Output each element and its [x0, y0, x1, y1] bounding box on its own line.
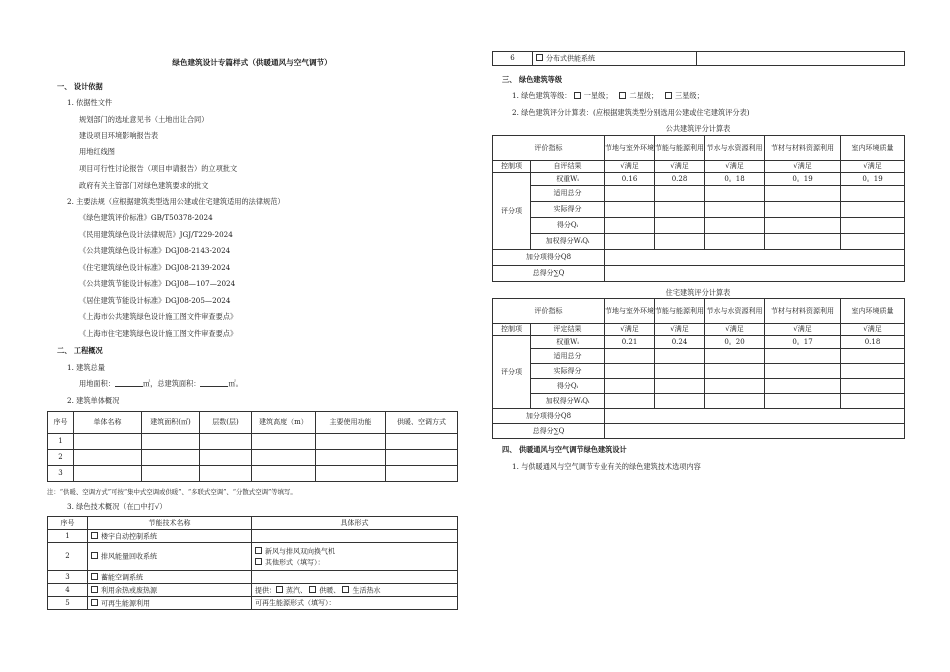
law-item: 《上海市住宅建筑绿色设计施工图文件审查要点》: [79, 329, 238, 338]
row-number: 1: [48, 434, 74, 450]
cell[interactable]: [386, 434, 458, 450]
cell[interactable]: [142, 450, 200, 466]
col-header: 单体名称: [74, 412, 142, 434]
col-header: 主要使用功能: [316, 412, 386, 434]
hvac-item: 1. 与供暖通风与空气调节专业有关的绿色建筑技术选项内容: [512, 462, 701, 471]
row-header: 评分项: [493, 173, 531, 250]
cell: √满足: [841, 161, 905, 173]
law-item: 《公共建筑节能设计标准》DGJ08—107—2024: [79, 279, 236, 288]
subheading-tech: 3. 绿色技术概况（在□中打√）: [67, 502, 167, 511]
checkbox[interactable]: [91, 599, 98, 606]
cell[interactable]: [765, 349, 841, 364]
row-label: 权重Wᵢ: [531, 173, 605, 186]
heat-option: 生活热水: [352, 586, 381, 595]
cell: √满足: [605, 324, 655, 336]
weight-cell: 0.21: [605, 336, 655, 349]
table-row: [493, 364, 905, 379]
row-number: 6: [493, 52, 533, 66]
col-header: 建筑高度（m）: [252, 412, 316, 434]
tech-label: 排风能量回收系统: [101, 552, 157, 561]
cell[interactable]: [200, 450, 252, 466]
cell[interactable]: [765, 364, 841, 379]
weight-cell: 0。17: [765, 336, 841, 349]
cell[interactable]: [200, 466, 252, 482]
row-number: 1: [48, 530, 88, 543]
table-row: [493, 349, 905, 364]
subheading-buildings: 2. 建筑单体概况: [67, 396, 120, 405]
cell[interactable]: [605, 202, 655, 218]
law-item: 《民用建筑绿色设计法律规范》JGJ/T229-2024: [79, 230, 233, 239]
table-row: [48, 450, 458, 466]
cell[interactable]: [841, 202, 905, 218]
row-label: 适用总分: [531, 186, 605, 202]
row-label: 总得分∑Q: [493, 266, 605, 282]
row-label: 自评结果: [531, 161, 605, 173]
cell[interactable]: [605, 234, 655, 250]
weight-cell: 0。20: [705, 336, 765, 349]
cell[interactable]: [316, 434, 386, 450]
residential-table-caption: 住宅建筑评分计算表: [665, 288, 731, 297]
table-row: [493, 379, 905, 394]
row-label: 得分Qᵢ: [531, 218, 605, 234]
weight-cell: 0。19: [841, 173, 905, 186]
row-header: 控制项: [493, 161, 531, 173]
row-number: 5: [48, 597, 88, 610]
cell: √满足: [605, 161, 655, 173]
row-label: 评定结果: [531, 324, 605, 336]
cell[interactable]: [74, 434, 142, 450]
section-heading-hvac: 四、 供暖通风与空气调节绿色建筑设计: [502, 445, 627, 454]
tech-label: 利用余热或废热源: [101, 586, 157, 595]
table-row: [48, 571, 458, 584]
tech-name: [88, 530, 252, 543]
col-header: 节地与室外环境: [605, 136, 655, 161]
tech-label: 可再生能源利用: [101, 599, 150, 608]
cell[interactable]: [655, 202, 705, 218]
cell[interactable]: [705, 394, 765, 409]
weight-cell: 0.28: [655, 173, 705, 186]
heat-option: 供暖、: [319, 586, 341, 595]
tech-table-continued: [492, 51, 905, 66]
table-row: [493, 173, 905, 186]
cell[interactable]: [765, 218, 841, 234]
col-header: 层数(层): [200, 412, 252, 434]
table-row: [493, 336, 905, 349]
cell[interactable]: [605, 364, 655, 379]
checkbox-two-star[interactable]: [619, 92, 626, 99]
row-label: 权重Wᵢ: [531, 336, 605, 349]
section-heading-rating: 三、 绿色建筑等级: [502, 75, 563, 84]
doc-item: 项目可行性讨论报告（项目申请报告）的立项批文: [79, 164, 238, 173]
subheading-docs: 1. 依据性文件: [67, 98, 113, 107]
cell[interactable]: [316, 466, 386, 482]
subheading-laws: 2. 主要法规（应根据建筑类型选用公建或住宅建筑适用的法律规范）: [67, 197, 285, 206]
row-number: 3: [48, 466, 74, 482]
cell[interactable]: [705, 234, 765, 250]
public-table-caption: 公共建筑评分计算表: [665, 124, 731, 133]
tech-label: 分布式供能系统: [546, 54, 595, 63]
cell: √满足: [705, 161, 765, 173]
checkbox[interactable]: [536, 54, 543, 61]
cell[interactable]: [605, 409, 905, 424]
heat-option: 蒸汽、: [286, 586, 307, 595]
cell[interactable]: [841, 364, 905, 379]
table-row: [493, 234, 905, 250]
table-row: [48, 597, 458, 610]
cell[interactable]: [705, 349, 765, 364]
cell[interactable]: [705, 218, 765, 234]
cell[interactable]: [655, 186, 705, 202]
col-header: 节能技术名称: [88, 517, 252, 530]
row-number: 4: [48, 584, 88, 597]
cell[interactable]: [605, 424, 905, 439]
cell[interactable]: [316, 450, 386, 466]
form-label: 提供：: [255, 586, 276, 595]
cell[interactable]: [605, 186, 655, 202]
checkbox[interactable]: [91, 586, 98, 593]
tech-name: [88, 543, 252, 571]
row-label: 实际得分: [531, 364, 605, 379]
building-table: [47, 411, 458, 482]
table-row: [48, 584, 458, 597]
row-label: 总得分∑Q: [493, 424, 605, 439]
level-option: 二星级；: [629, 91, 659, 100]
table-row: [493, 161, 905, 173]
rating-label: 1. 绿色建筑等级：: [512, 91, 572, 100]
cell: √满足: [841, 324, 905, 336]
table-row: [48, 466, 458, 482]
col-header: 节能与能源利用: [655, 299, 705, 324]
level-option: 三星级；: [675, 91, 704, 100]
cell[interactable]: [252, 450, 316, 466]
col-header: 序号: [48, 412, 74, 434]
row-label: 实际得分: [531, 202, 605, 218]
cell[interactable]: [705, 202, 765, 218]
cell: √满足: [705, 324, 765, 336]
tech-name: [88, 584, 252, 597]
cell[interactable]: [841, 186, 905, 202]
checkbox[interactable]: [309, 586, 316, 593]
weight-cell: 0.24: [655, 336, 705, 349]
checkbox[interactable]: [255, 547, 262, 554]
cell[interactable]: [765, 186, 841, 202]
tech-form: 可再生能源形式（填写）：: [252, 597, 458, 610]
cell[interactable]: [765, 234, 841, 250]
cell[interactable]: [841, 379, 905, 394]
row-label: 得分Qᵢ: [531, 379, 605, 394]
row-header: 评分项: [493, 336, 531, 409]
site-area-label: 用地面积：: [79, 379, 115, 388]
col-header: 供暖、空调方式: [386, 412, 458, 434]
score-table-line: 2. 绿色建筑评分计算表：(应根据建筑类型分别选用公建或住宅建筑评分表): [512, 108, 750, 117]
cell: √满足: [655, 161, 705, 173]
cell[interactable]: [841, 394, 905, 409]
cell[interactable]: [655, 349, 705, 364]
cell[interactable]: [605, 394, 655, 409]
cell[interactable]: [655, 218, 705, 234]
table-row: [493, 186, 905, 202]
site-area-field[interactable]: [115, 380, 143, 387]
eval-header: 评价指标: [493, 299, 605, 324]
table-note: 注：“供暖、空调方式”可按“集中式空调或供暖”、“多联式空调”、“分散式空调”等填写。: [47, 488, 297, 496]
cell[interactable]: [605, 250, 905, 266]
row-number: 2: [48, 543, 88, 571]
table-row: [493, 202, 905, 218]
law-item: 《住宅建筑绿色设计标准》DGJ08-2139-2024: [79, 263, 231, 272]
col-header: 室内环境质量: [841, 136, 905, 161]
checkbox-one-star[interactable]: [574, 92, 581, 99]
cell[interactable]: [655, 379, 705, 394]
public-score-table: [492, 135, 905, 282]
cell[interactable]: [74, 466, 142, 482]
cell[interactable]: [765, 379, 841, 394]
cell[interactable]: [655, 234, 705, 250]
cell[interactable]: [605, 218, 655, 234]
checkbox[interactable]: [91, 532, 98, 539]
weight-cell: 0.18: [841, 336, 905, 349]
cell[interactable]: [605, 379, 655, 394]
cell[interactable]: [655, 394, 705, 409]
col-header: 节材与材料资源利用: [765, 136, 841, 161]
table-row: [493, 52, 905, 66]
row-number: 2: [48, 450, 74, 466]
cell[interactable]: [705, 364, 765, 379]
weight-cell: 0。18: [705, 173, 765, 186]
cell[interactable]: [705, 186, 765, 202]
cell[interactable]: [252, 466, 316, 482]
table-row: [493, 394, 905, 409]
cell[interactable]: [142, 466, 200, 482]
cell[interactable]: [142, 434, 200, 450]
cell[interactable]: [705, 379, 765, 394]
row-number: 3: [48, 571, 88, 584]
cell[interactable]: [252, 530, 458, 543]
section-heading-overview: 二、 工程概况: [57, 346, 103, 355]
cell[interactable]: [200, 434, 252, 450]
table-row: [48, 434, 458, 450]
tech-name: [88, 571, 252, 584]
col-header: 节水与水资源利用: [705, 299, 765, 324]
row-label: 加分项得分Q8: [493, 250, 605, 266]
cell[interactable]: [765, 202, 841, 218]
cell[interactable]: [252, 571, 458, 584]
residential-score-table: [492, 298, 905, 439]
doc-item: 规划部门的选址意见书（土地出让合同）: [79, 115, 209, 124]
table-row: [493, 266, 905, 282]
row-label: 适用总分: [531, 349, 605, 364]
col-header: 室内环境质量: [841, 299, 905, 324]
tech-label: 楼宇自动控制系统: [101, 532, 157, 541]
row-label: 加分项得分Q8: [493, 409, 605, 424]
total-area-field[interactable]: [200, 380, 228, 387]
doc-item: 政府有关主管部门对绿色建筑要求的批文: [79, 181, 209, 190]
col-header: 具体形式: [252, 517, 458, 530]
table-row: [48, 530, 458, 543]
law-item: 《公共建筑绿色设计标准》DGJ08-2143-2024: [79, 246, 231, 255]
tech-form: [252, 543, 458, 571]
cell[interactable]: [386, 450, 458, 466]
law-item: 《居住建筑节能设计标准》DGJ08-205—2024: [79, 296, 231, 305]
weight-cell: 0.16: [605, 173, 655, 186]
cell[interactable]: [841, 234, 905, 250]
cell[interactable]: [605, 349, 655, 364]
law-item: 《绿色建筑评价标准》GB/T50378-2024: [79, 213, 213, 222]
checkbox[interactable]: [342, 586, 349, 593]
cell[interactable]: [252, 434, 316, 450]
law-item: 《上海市公共建筑绿色设计施工图文件审查要点》: [79, 312, 238, 321]
table-row: [493, 424, 905, 439]
cell[interactable]: [841, 218, 905, 234]
checkbox[interactable]: [255, 558, 262, 565]
cell: √满足: [765, 161, 841, 173]
col-header: 节材与材料资源利用: [765, 299, 841, 324]
subheading-total: 1. 建筑总量: [67, 363, 105, 372]
table-row: [48, 543, 458, 571]
tech-table: [47, 516, 458, 610]
cell[interactable]: [697, 52, 905, 66]
checkbox[interactable]: [91, 552, 98, 559]
col-header: 节水与水资源利用: [705, 136, 765, 161]
cell: √满足: [655, 324, 705, 336]
tech-name: [88, 597, 252, 610]
col-header: 节能与能源利用: [655, 136, 705, 161]
page-title: 绿色建筑设计专篇样式（供暖通风与空气调节）: [172, 58, 332, 67]
checkbox[interactable]: [276, 586, 283, 593]
area-line: [79, 379, 243, 388]
cell[interactable]: [655, 364, 705, 379]
table-row: [493, 324, 905, 336]
tech-label: 蓄能空调系统: [101, 573, 143, 582]
col-header: 节地与室外环境: [605, 299, 655, 324]
cell[interactable]: [74, 450, 142, 466]
cell[interactable]: [605, 266, 905, 282]
section-heading-design-basis: 一、 设计依据: [57, 82, 103, 91]
cell: √满足: [765, 324, 841, 336]
cell[interactable]: [765, 394, 841, 409]
cell[interactable]: [386, 466, 458, 482]
col-header: 序号: [48, 517, 88, 530]
doc-item: 建设项目环境影响报告表: [79, 131, 159, 140]
form-option: 其他形式（填写）：: [265, 558, 325, 566]
row-header: 控制项: [493, 324, 531, 336]
cell[interactable]: [841, 349, 905, 364]
eval-header: 评价指标: [493, 136, 605, 161]
checkbox[interactable]: [91, 573, 98, 580]
weight-cell: 0。19: [765, 173, 841, 186]
form-option: 新风与排风双向换气机: [265, 547, 335, 556]
level-option: 一星级；: [583, 91, 613, 100]
row-label: 加权得分WᵢQᵢ: [531, 394, 605, 409]
col-header: 建筑面积(㎡): [142, 412, 200, 434]
row-label: 加权得分WᵢQᵢ: [531, 234, 605, 250]
tech-form: [252, 584, 458, 597]
rating-line: [512, 91, 704, 100]
table-row: [493, 250, 905, 266]
doc-item: 用地红线图: [79, 147, 115, 156]
table-row: [493, 409, 905, 424]
tech-name: [533, 52, 697, 66]
checkbox-three-star[interactable]: [665, 92, 672, 99]
table-row: [493, 218, 905, 234]
total-area-unit: ㎡。: [228, 379, 243, 388]
site-area-unit: ㎡，总建筑面积：: [142, 379, 201, 388]
